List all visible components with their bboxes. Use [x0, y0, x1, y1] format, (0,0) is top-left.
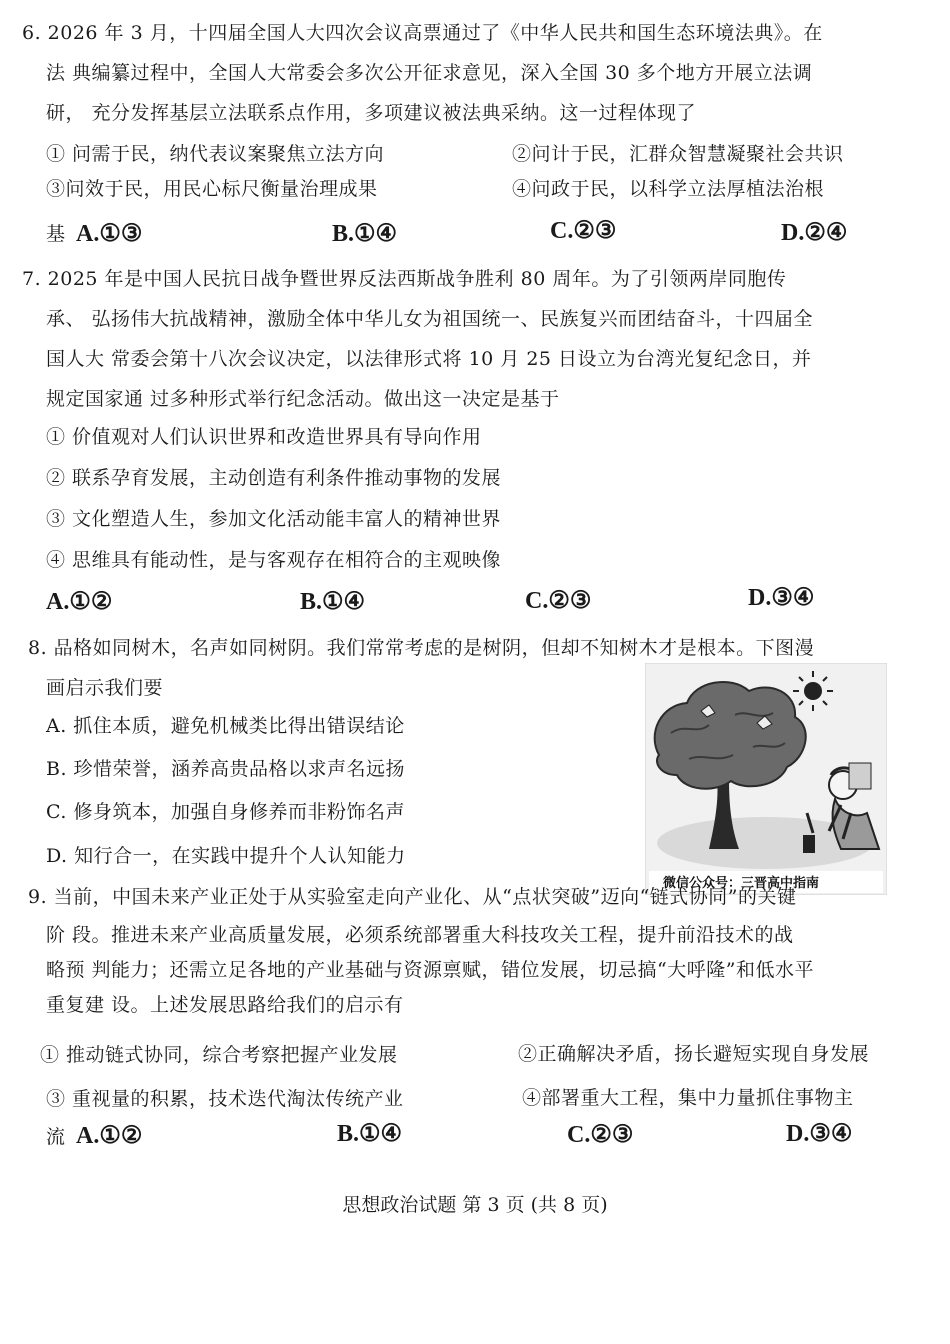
q7-statement-4: ④ 思维具有能动性，是与客观存在相符合的主观映像	[46, 549, 502, 571]
q6-choice-b[interactable]	[332, 222, 397, 246]
q6-line-1: 6. 2026 年 3 月，十四届全国人大四次会议高票通过了《中华人民共和国生态环境法典》。在	[22, 22, 823, 44]
q6-choice-c[interactable]	[550, 219, 616, 243]
q8-option-c[interactable]: C. 修身筑本，加强自身修养而非粉饰名声	[46, 801, 405, 823]
q9-choice-c-text: C.②③	[567, 1122, 634, 1148]
q6-choice-a-text: A.①③	[76, 221, 143, 247]
q7-statement-2: ② 联系孕育发展，主动创造有利条件推动事物的发展	[46, 467, 502, 489]
q7-choice-a[interactable]	[46, 590, 112, 614]
q8-line-2: 画启示我们要	[46, 677, 164, 699]
q7-statement-3: ③ 文化塑造人生，参加文化活动能丰富人的精神世界	[46, 508, 502, 530]
q6-statement-3: ③问效于民，用民心标尺衡量治理成果	[46, 178, 378, 200]
q8-line-1: 8. 品格如同树木，名声如同树阴。我们常常考虑的是树阴，但却不知树木才是根本。下图漫	[28, 637, 815, 659]
q6-choice-a[interactable]	[76, 222, 142, 246]
q9-line-1: 9. 当前，中国未来产业正处于从实验室走向产业化、从“点状突破”迈向“链式协同”的关键	[28, 886, 797, 908]
paint-can-icon	[803, 835, 815, 853]
q7-choice-b[interactable]	[300, 590, 365, 614]
q9-line-3: 略预 判能力；还需立足各地的产业基础与资源禀赋，错位发展，切忌搞“大呼隆”和低水平	[46, 959, 814, 981]
q6-choice-c-text: C.②③	[550, 218, 617, 244]
q6-statement-4-carry: 基	[46, 223, 66, 245]
q7-line-1: 7. 2025 年是中国人民抗日战争暨世界反法西斯战争胜利 80 周年。为了引领两岸同胞传	[22, 268, 787, 290]
boy-backpack	[849, 763, 871, 789]
q9-line-2: 阶 段。推进未来产业高质量发展，必须系统部署重大科技攻关工程，提升前沿技术的战	[46, 924, 794, 946]
q6-choice-b-text: B.①④	[332, 221, 398, 247]
q8-option-d[interactable]: D. 知行合一，在实践中提升个人认知能力	[46, 845, 406, 867]
q9-statement-2: ②正确解决矛盾，扬长避短实现自身发展	[518, 1043, 870, 1065]
q9-statement-4: ④部署重大工程，集中力量抓住事物主	[522, 1087, 854, 1109]
q6-line-3: 研， 充分发挥基层立法联系点作用，多项建议被法典采纳。这一过程体现了	[46, 102, 697, 124]
q9-statement-1: ① 推动链式协同，综合考察把握产业发展	[40, 1044, 398, 1066]
cartoon-watermark: 微信公众号：三晋高中指南	[663, 876, 820, 891]
q7-choice-a-text: A.①②	[46, 589, 113, 615]
q8-option-a[interactable]: A. 抓住本质，避免机械类比得出错误结论	[46, 715, 405, 737]
q9-choice-a[interactable]	[76, 1124, 142, 1148]
q9-choice-b-text: B.①④	[337, 1121, 403, 1147]
page-footer: 思想政治试题 第 3 页 (共 8 页)	[342, 1194, 608, 1216]
tree-cartoon-image	[645, 663, 887, 895]
q7-choice-d-text: D.③④	[748, 585, 815, 611]
q6-choice-d[interactable]	[781, 221, 847, 245]
q7-choice-c[interactable]	[525, 589, 591, 613]
q9-statement-3: ③ 重视量的积累，技术迭代淘汰传统产业	[46, 1088, 404, 1110]
q8-option-b[interactable]: B. 珍惜荣誉，涵养高贵品格以求声名远扬	[46, 758, 406, 780]
q6-statement-1: ① 问需于民，纳代表议案聚焦立法方向	[46, 143, 385, 165]
q7-line-4: 规定国家通 过多种形式举行纪念活动。做出这一决定是基于	[46, 388, 560, 410]
q9-choice-c[interactable]	[567, 1123, 633, 1147]
q9-choice-a-text: A.①②	[76, 1123, 143, 1149]
q9-choice-d[interactable]	[786, 1122, 852, 1146]
q7-choice-c-text: C.②③	[525, 588, 592, 614]
q7-line-2: 承、 弘扬伟大抗战精神，激励全体中华儿女为祖国统一、民族复兴而团结奋斗，十四届全	[46, 308, 814, 330]
q9-choice-b[interactable]	[337, 1122, 402, 1146]
q6-choice-d-text: D.②④	[781, 220, 848, 246]
sun-icon	[793, 671, 833, 711]
q6-statement-4: ④问政于民，以科学立法厚植法治根	[512, 178, 825, 200]
q9-statement-4-carry: 流	[46, 1126, 66, 1148]
q7-line-3: 国人大 常委会第十八次会议决定，以法律形式将 10 月 25 日设立为台湾光复纪念日，并	[46, 348, 812, 370]
q7-statement-1: ① 价值观对人们认识世界和改造世界具有导向作用	[46, 426, 482, 448]
q7-choice-d[interactable]	[748, 586, 814, 610]
q9-line-4: 重复建 设。上述发展思路给我们的启示有	[46, 994, 404, 1016]
q6-statement-2: ②问计于民，汇群众智慧凝聚社会共识	[512, 143, 844, 165]
q9-choice-d-text: D.③④	[786, 1121, 853, 1147]
q7-choice-b-text: B.①④	[300, 589, 366, 615]
q6-line-2: 法 典编纂过程中，全国人大常委会多次公开征求意见，深入全国 30 多个地方开展立法调	[46, 62, 813, 84]
